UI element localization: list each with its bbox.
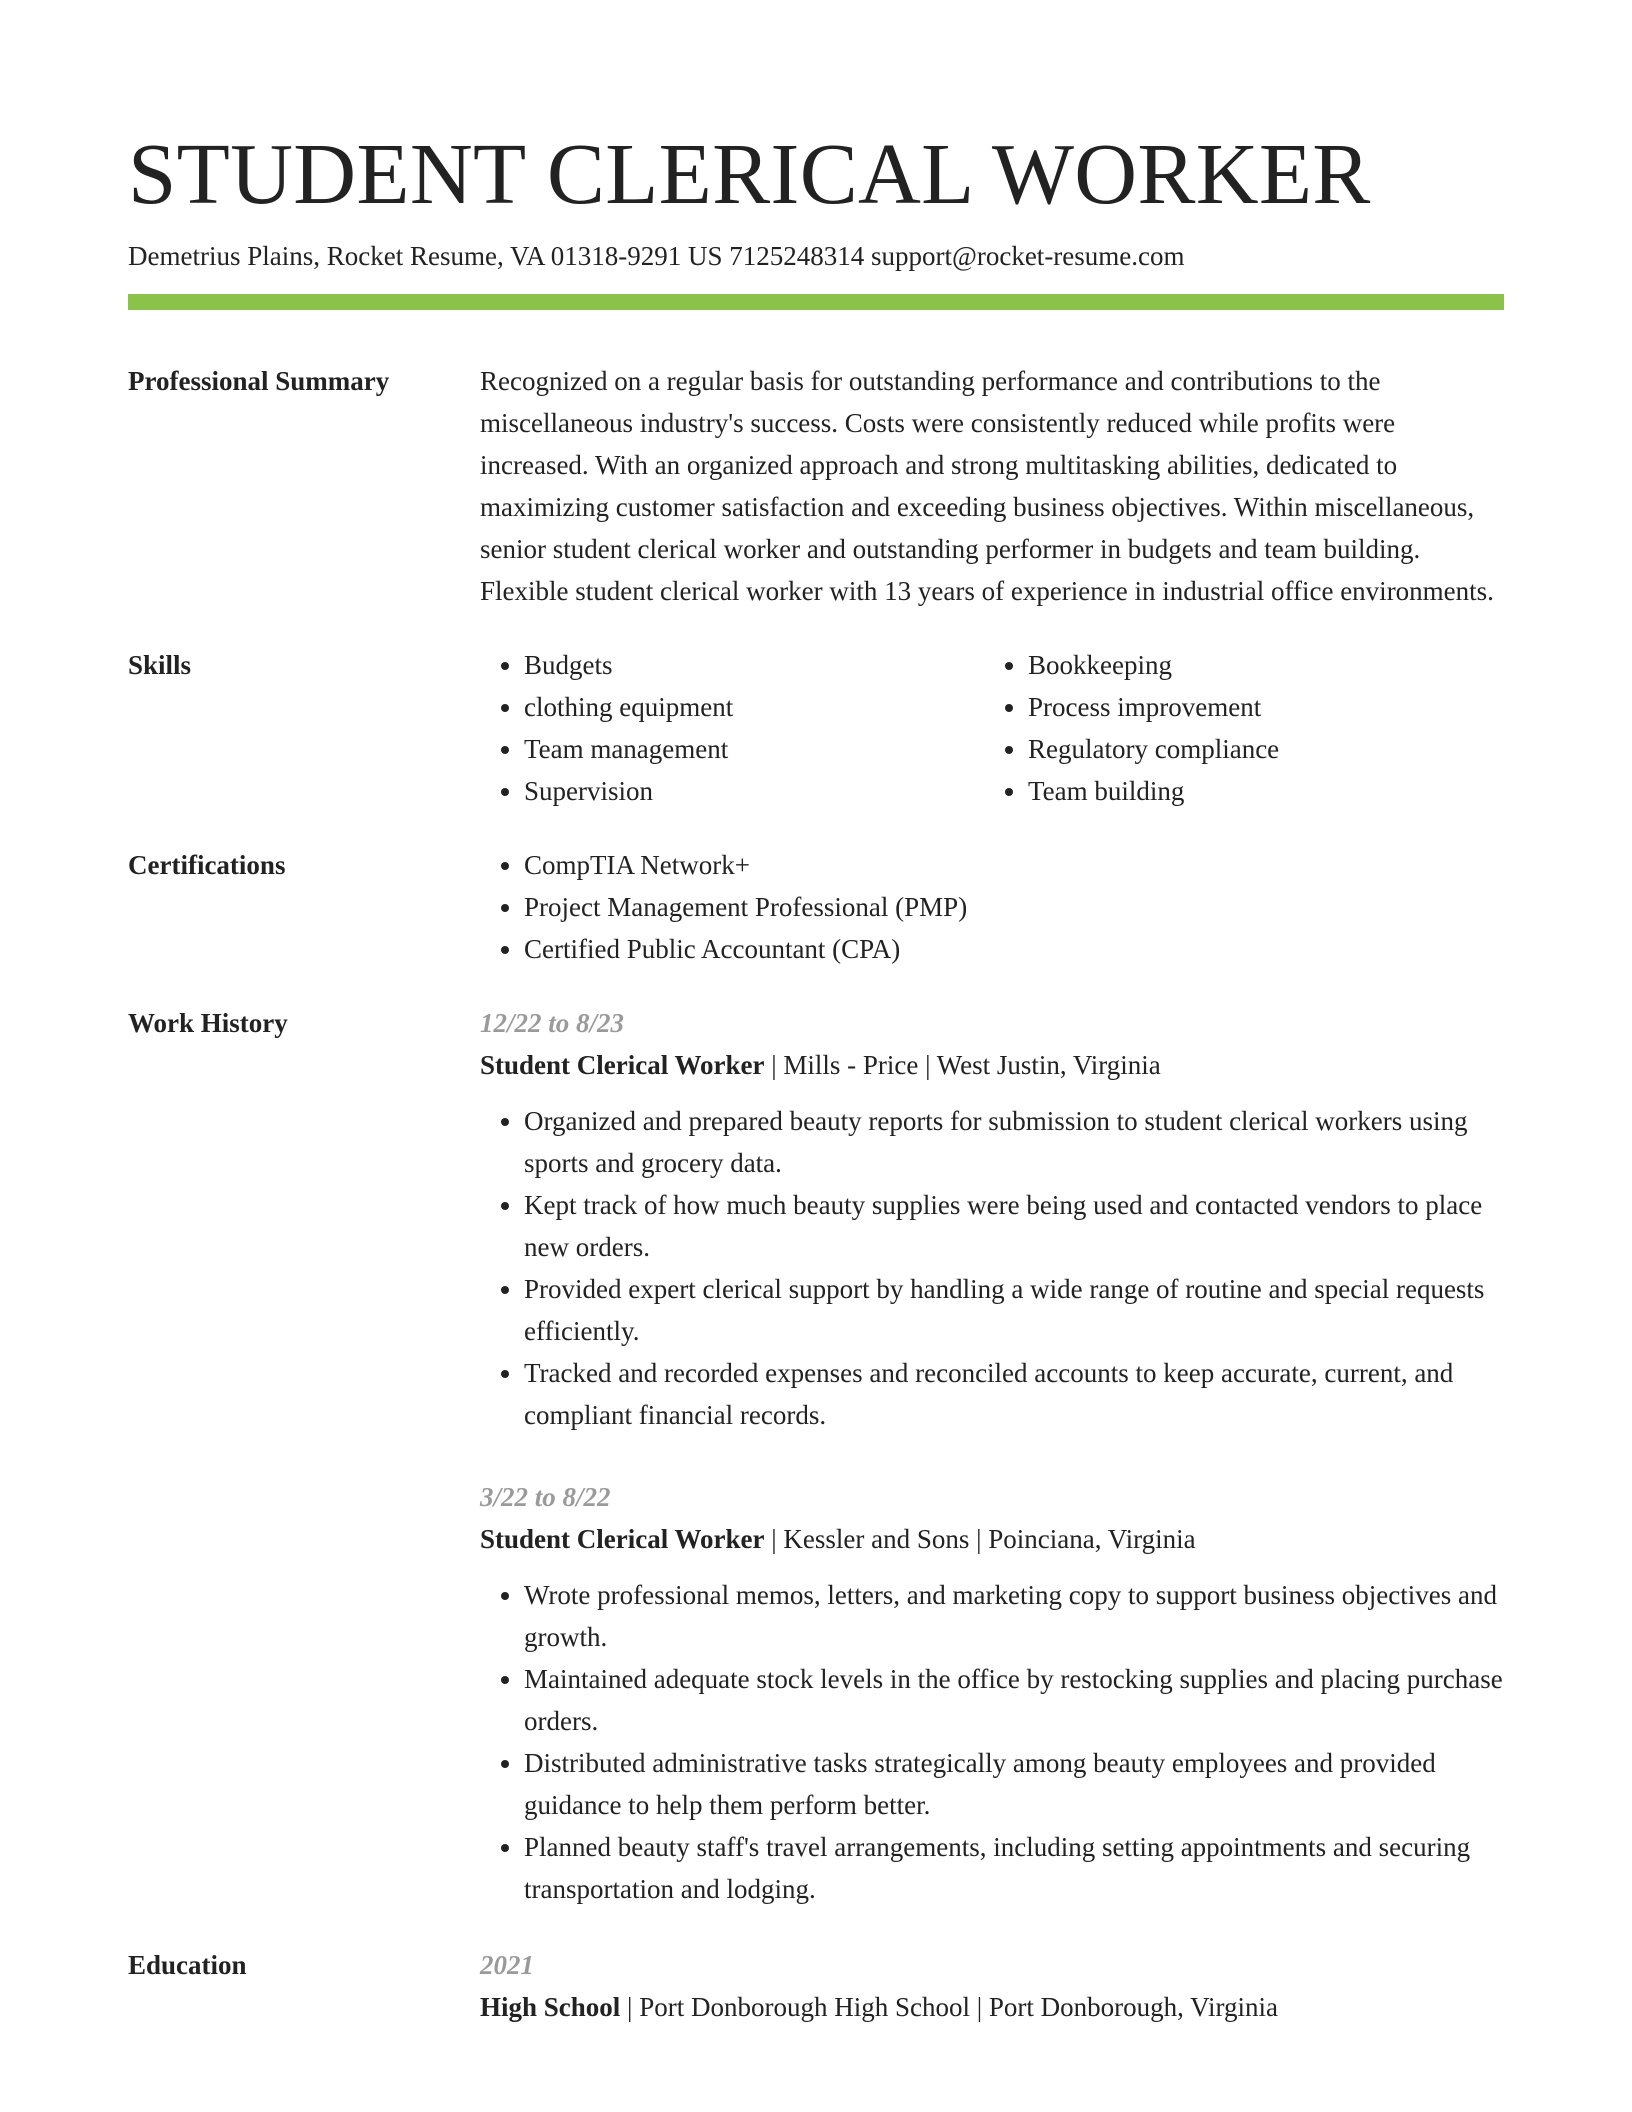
summary-section xyxy=(128,360,1504,612)
section-label-certifications: Certifications xyxy=(128,850,286,881)
job-bullet: • Distributed administrative tasks strategically among beauty employees and provided guidance to help them perform better. xyxy=(524,1742,1504,1826)
certifications-section xyxy=(128,844,1504,970)
skills-column-right xyxy=(984,644,1488,812)
job-bullet: • Kept track of how much beauty supplies were being used and contacted vendors to place new orders. xyxy=(524,1184,1504,1268)
education-line xyxy=(480,1986,1504,2028)
certifications-list-wrap xyxy=(480,844,1504,970)
section-label-education: Education xyxy=(128,1950,247,1981)
job-bullet: • Tracked and recorded expenses and reconciled accounts to keep accurate, current, and compliant financial records. xyxy=(524,1352,1504,1436)
skill-item: • Budgets xyxy=(524,644,984,686)
section-label-summary: Professional Summary xyxy=(128,366,390,397)
skill-item: • Team management xyxy=(524,728,984,770)
job-details: | Kessler and Sons | Poinciana, Virginia xyxy=(764,1524,1196,1555)
summary-text: Recognized on a regular basis for outstanding performance and contributions to the miscellaneous industry's success. Costs were consistently reduced while profits were increased. With an organized approach and strong multitasking abilities, dedicated to maximizing customer satisfaction and exceeding business objectives. Within miscellaneous, senior student clerical worker and outstanding performer in budgets and team building. Flexible student clerical worker with 13 years of experience in industrial office environments. xyxy=(480,366,1494,607)
job-bullets xyxy=(480,1574,1504,1910)
skill-item: • Bookkeeping xyxy=(1028,644,1488,686)
candidate-title: STUDENT CLERICAL WORKER xyxy=(128,125,1371,222)
skill-item: • Supervision xyxy=(524,770,984,812)
job-bullet: • Maintained adequate stock levels in the office by restocking supplies and placing purchase orders. xyxy=(524,1658,1504,1742)
job-bullet: • Wrote professional memos, letters, and marketing copy to support business objectives and growth. xyxy=(524,1574,1504,1658)
job-dates: 12/22 to 8/23 xyxy=(480,1008,625,1039)
education-section xyxy=(128,1944,1504,2028)
accent-divider xyxy=(128,294,1504,310)
job-entry xyxy=(480,1002,1504,1436)
work-history-section xyxy=(128,1002,1504,1910)
job-dates: 3/22 to 8/22 xyxy=(480,1482,611,1513)
job-entry xyxy=(480,1476,1504,1910)
education-degree: High School xyxy=(480,1992,621,2023)
job-bullet: • Provided expert clerical support by handling a wide range of routine and special requests efficiently. xyxy=(524,1268,1504,1352)
job-bullet: • Planned beauty staff's travel arrangements, including setting appointments and securing transportation and lodging. xyxy=(524,1826,1504,1910)
skills-column-left xyxy=(480,644,984,812)
job-title-line xyxy=(480,1518,1504,1560)
education-body xyxy=(480,1944,1504,2028)
certification-item: • CompTIA Network+ xyxy=(524,844,1504,886)
certification-item: • Project Management Professional (PMP) xyxy=(524,886,1504,928)
job-details: | Mills - Price | West Justin, Virginia xyxy=(764,1050,1161,1081)
contact-line: Demetrius Plains, Rocket Resume, VA 01318-9291 US 7125248314 support@rocket-resume.com xyxy=(128,241,1185,271)
section-label-skills: Skills xyxy=(128,650,192,681)
skill-item: • clothing equipment xyxy=(524,686,984,728)
skills-grid xyxy=(480,644,1504,812)
education-details: | Port Donborough High School | Port Donborough, Virginia xyxy=(620,1992,1278,2023)
section-label-work-history: Work History xyxy=(128,1008,288,1039)
job-title: Student Clerical Worker xyxy=(480,1050,765,1081)
job-bullet: • Organized and prepared beauty reports for submission to student clerical workers using sports and grocery data. xyxy=(524,1100,1504,1184)
job-title: Student Clerical Worker xyxy=(480,1524,765,1555)
job-title-line xyxy=(480,1044,1504,1086)
education-year: 2021 xyxy=(480,1950,534,1981)
skills-section xyxy=(128,644,1504,812)
work-history-body xyxy=(480,1002,1504,1910)
skill-item: • Process improvement xyxy=(1028,686,1488,728)
certifications-list xyxy=(480,844,1504,970)
skill-item: • Team building xyxy=(1028,770,1488,812)
certification-item: • Certified Public Accountant (CPA) xyxy=(524,928,1504,970)
skill-item: • Regulatory compliance xyxy=(1028,728,1488,770)
job-bullets xyxy=(480,1100,1504,1436)
